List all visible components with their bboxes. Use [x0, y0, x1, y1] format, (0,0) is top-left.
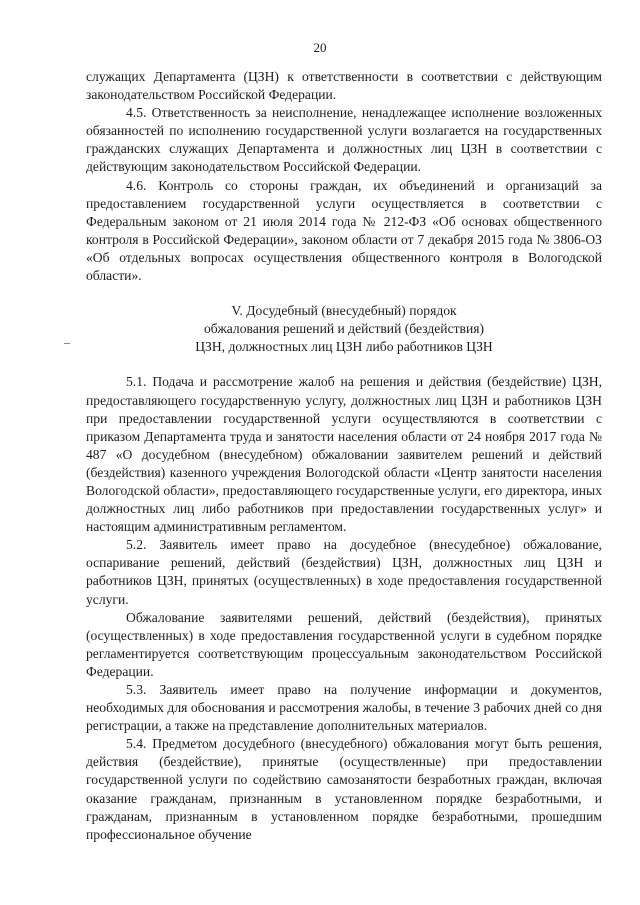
section-heading	[86, 302, 602, 356]
paragraph-5-1: 5.1. Подача и рассмотрение жалоб на решения и действия (бездействие) ЦЗН, предоставляющего государственную услугу, должностных лиц ЦЗН и работников ЦЗН при предоставлении государственной услуги осуществляются в соответствии с приказом Департамента труда и занятости населения области от 24 ноября 2017 года № 487 «О досудебном (внесудебном) обжаловании заявителем решений и действий (бездействия) казенного учреждения Вологодской области «Центр занятости населения Вологодской области», предоставляющего государственные услуги, его директора, иных должностных лиц либо работников при предоставлении государственных услуг» и настоящим административным регламентом.	[86, 374, 602, 535]
page-number: 20	[313, 40, 327, 55]
section-heading-line-3: ЦЗН, должностных лиц ЦЗН либо работников ЦЗН	[195, 339, 493, 355]
paragraph-5-3: 5.3. Заявитель имеет право на получение информации и документов, необходимых для обоснования и рассмотрения жалобы, в течение 3 рабочих дней со дня регистрации, а также на представление дополнительных материалов.	[86, 682, 602, 734]
section-heading-line-2: обжалования решений и действий (бездействия)	[203, 321, 485, 337]
paragraph-4-5: 4.5. Ответственность за неисполнение, ненадлежащее исполнение возложенных обязанностей по исполнению государственной услуги возлагается на государственных гражданских служащих Департамента и должностных лиц ЦЗН в соответствии с действующим законодательством Российской Федерации.	[86, 105, 602, 175]
document-body	[86, 68, 602, 844]
section-heading-line-1: V. Досудебный (внесудебный) порядок	[231, 303, 457, 319]
paragraph-4-6: 4.6. Контроль со стороны граждан, их объединений и организаций за предоставлением государственной услуги осуществляется в соответствии с Федеральным законом от 21 июля 2014 года № 212-ФЗ «Об основах общественного контроля в Российской Федерации», законом области от 7 декабря 2015 года № 3806-ОЗ «Об отдельных вопросах осуществления общественного контроля в Вологодской области».	[86, 177, 602, 284]
paragraph-5-4: 5.4. Предметом досудебного (внесудебного) обжалования могут быть решения, действия (бездействие), принятые (осуществленные) при предоставлении государственной услуги по содействию самозанятости безработных граждан, включая оказание гражданам, признанным в установленном порядке безработными, и гражданам, признанным в установленном порядке безработными, прошедшим профессиональное обучение	[86, 736, 602, 842]
paragraph-continuation: служащих Департамента (ЦЗН) к ответственности в соответствии с действующим законодательством Российской Федерации.	[86, 69, 602, 103]
paragraph-appeal-court: Обжалование заявителями решений, действий (бездействия), принятых (осуществленных) в ходе предоставления государственной услуги в судебном порядке регламентируется соответствующим процессуальным законодательством Российской Федерации.	[86, 609, 602, 679]
paragraph-5-2: 5.2. Заявитель имеет право на досудебное (внесудебное) обжалование, оспаривание решений, действий (бездействия) ЦЗН, должностных лиц ЦЗН и работников ЦЗН, принятых (осуществленных) в ходе предоставления государственной услуги.	[86, 537, 602, 607]
margin-mark	[64, 343, 70, 344]
